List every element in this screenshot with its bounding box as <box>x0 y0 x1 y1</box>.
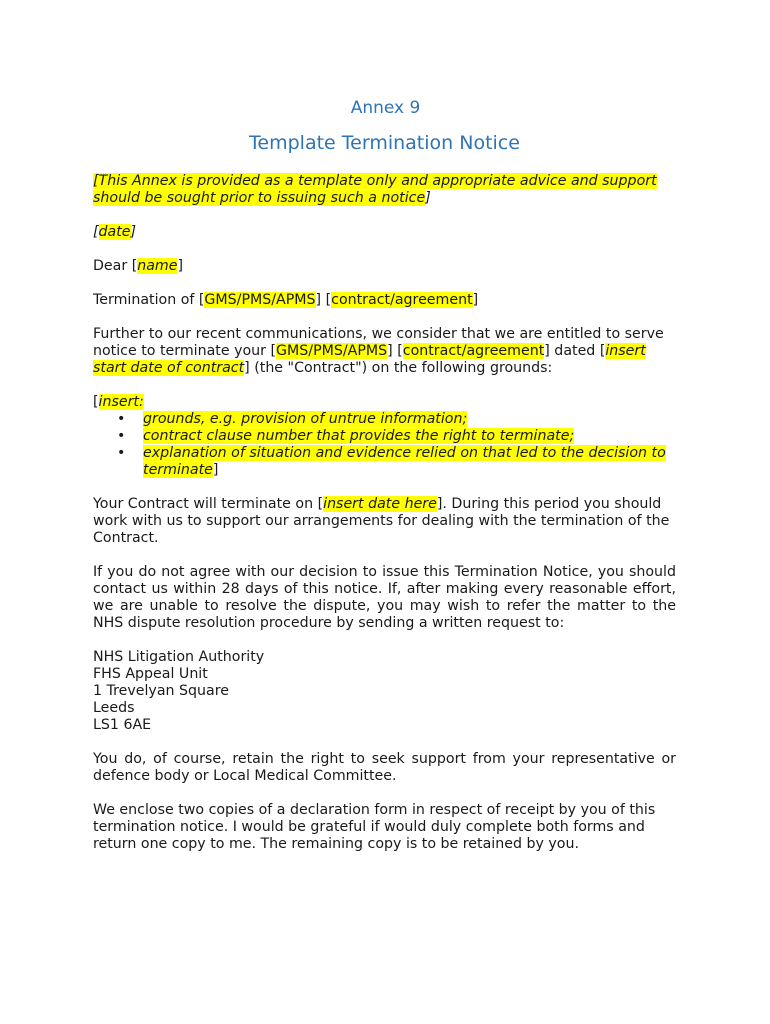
paragraph-notice <box>93 326 676 377</box>
grounds-block <box>93 394 676 479</box>
para1-text2: ] (the "Contract") on the following grounds: <box>244 360 553 376</box>
address-line: 1 Trevelyan Square <box>93 683 229 699</box>
date-placeholder: date <box>98 224 131 240</box>
subject-line <box>93 292 676 309</box>
address-line: LS1 6AE <box>93 717 152 733</box>
grounds-insert: insert: <box>98 394 144 410</box>
intro-note <box>93 173 676 207</box>
grounds-list <box>93 411 676 479</box>
ground-item: explanation of situation and evidence relied on that led to the decision to terminate <box>143 445 666 478</box>
list-item <box>117 411 676 428</box>
subject-agreement: contract/agreement <box>331 292 473 308</box>
intro-note-open: [ <box>93 173 99 189</box>
subject-suffix: ] <box>472 292 479 308</box>
name-placeholder: name <box>137 258 178 274</box>
paragraph-termination-date <box>93 496 676 547</box>
salutation-prefix: Dear [ <box>93 258 138 274</box>
bullet-icon: • <box>117 445 126 461</box>
document-body <box>93 97 676 870</box>
address-block <box>93 649 676 734</box>
para1-start-date: insert start date of contract <box>93 343 646 376</box>
para1-text1: Further to our recent communications, we consider that we are entitled to serve notice to terminate your [ <box>93 326 664 359</box>
subject-mid: ] [ <box>315 292 332 308</box>
termination-date-placeholder: insert date here <box>323 496 437 512</box>
intro-note-close: ] <box>425 190 431 206</box>
para1-mid1: ] [ <box>387 343 403 359</box>
para1-contract-type: GMS/PMS/APMS <box>276 343 388 359</box>
address-line: NHS Litigation Authority <box>93 649 265 665</box>
salutation-suffix: ] <box>177 258 184 274</box>
salutation <box>93 258 676 275</box>
para1-agreement: contract/agreement <box>402 343 545 359</box>
date-line: [date] <box>93 224 137 240</box>
bullet-icon: • <box>117 411 126 427</box>
grounds-header <box>93 394 676 411</box>
annex-label: Annex 9 <box>350 98 421 118</box>
bullet-icon: • <box>117 428 126 444</box>
address-line: Leeds <box>93 700 135 716</box>
intro-note-text: This Annex is provided as a template only and appropriate advice and support should be sought prior to issuing such a notice <box>93 173 657 206</box>
address-line: FHS Appeal Unit <box>93 666 208 682</box>
grounds-open: [ <box>93 394 99 410</box>
list-item <box>117 445 676 479</box>
subject-contract-type: GMS/PMS/APMS <box>204 292 316 308</box>
subject-prefix: Termination of [ <box>93 292 205 308</box>
paragraph-enclosure: We enclose two copies of a declaration form in respect of receipt by you of this termination notice. I would be grateful if would duly complete both forms and return one copy to me. The remaining copy is to be retained by you. <box>93 802 656 852</box>
grounds-close: ] <box>212 462 219 478</box>
ground-item: contract clause number that provides the right to terminate; <box>143 428 575 444</box>
para2-text1: Your Contract will terminate on [ <box>93 496 324 512</box>
paragraph-support: You do, of course, retain the right to seek support from your representative or defence body or Local Medical Committee. <box>93 751 676 784</box>
ground-item: grounds, e.g. provision of untrue information; <box>143 411 468 427</box>
document-title: Template Termination Notice <box>249 132 520 154</box>
list-item <box>117 428 676 445</box>
para2-text2: ]. During this period you should work with us to support our arrangements for dealing with the termination of the Contract. <box>93 496 670 546</box>
paragraph-dispute: If you do not agree with our decision to issue this Termination Notice, you should contact us within 28 days of this notice. If, after making every reasonable effort, we are unable to resolve the dispute, you may wish to refer the matter to the NHS dispute resolution procedure by sending a written request to: <box>93 564 676 631</box>
para1-mid2: ] dated [ <box>544 343 606 359</box>
